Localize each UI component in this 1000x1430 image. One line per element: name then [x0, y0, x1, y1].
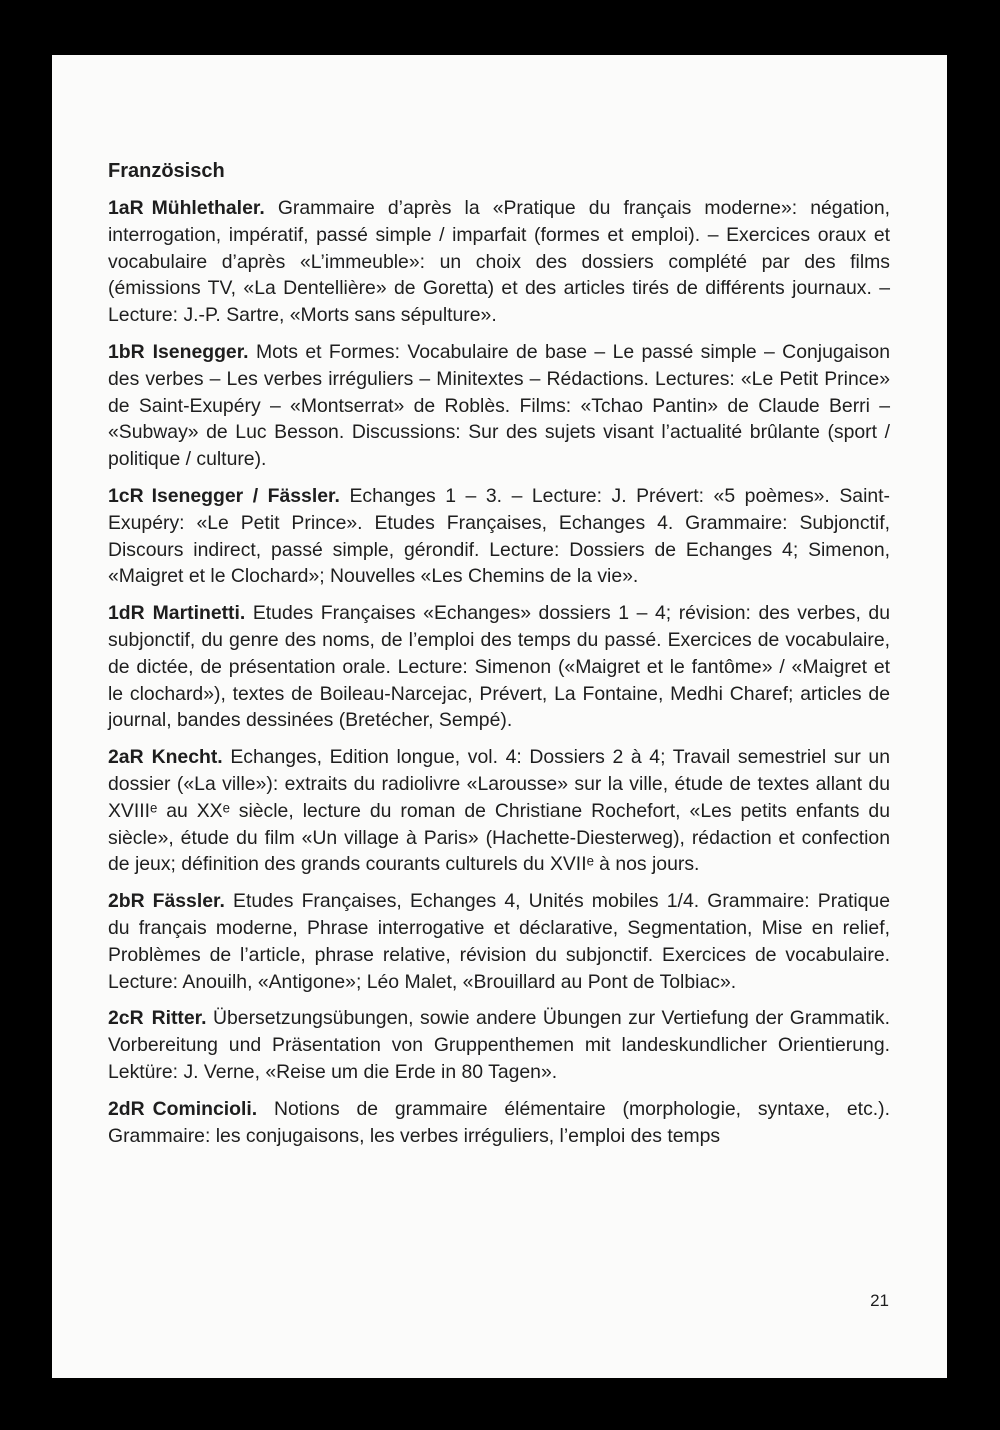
course-entry-2aR [108, 744, 890, 878]
course-description: Übersetzungsübungen, sowie andere Übungen zur Vertiefung der Grammatik. Vorbereitung und Präsentation von Gruppenthemen mit landeskundlicher Orientierung. Lektüre: J. Verne, «Reise um die Erde in 80 Tagen». [108, 1007, 890, 1083]
teacher-name: Fässler. [152, 890, 225, 913]
course-code: 1aR [108, 197, 144, 219]
course-description: Echanges, Edition longue, vol. 4: Dossiers 2 à 4; Travail semestriel sur un dossier («La ville»): extraits du radiolivre «Larousse» sur la ville, étude de textes allant du XVIIIᵉ au XXᵉ siècle, lecture du roman de Christiane Rochefort, «Les petits enfants du siècle», étude du film «Un village à Paris» (Hachette-Diesterweg), rédaction et confection de jeux; définition des grands courants culturels du XVIIᵉ à nos jours. [108, 746, 890, 876]
course-code: 2cR [108, 1007, 144, 1030]
course-entry-1bR [108, 339, 890, 473]
course-description: Notions de grammaire élémentaire (morphologie, syntaxe, etc.). Grammaire: les conjugaisons, les verbes irréguliers, l’emploi des temps [108, 1097, 890, 1147]
course-code: 2aR [108, 746, 144, 769]
course-description: Mots et Formes: Vocabulaire de base – Le passé simple – Conjugaison des verbes – Les verbes irréguliers – Minitextes – Rédactions. Lectures: «Le Petit Prince» de Saint-Exupéry – «Montserrat» de Roblès. Films: «Tchao Pantin» de Claude Berri – «Subway» de Luc Besson. Discussions: Sur des sujets visant l’actualité brûlante (sport / politique / culture). [108, 340, 890, 471]
page-content [108, 158, 890, 1159]
teacher-name: Isenegger. [152, 340, 249, 363]
course-code: 2dR [108, 1097, 145, 1120]
course-entry-2dR [108, 1096, 890, 1150]
course-description: Grammaire d’après la «Pratique du français moderne»: négation, interrogation, impératif, passé simple / imparfait (formes et emploi). – Exercices oraux et vocabulaire d’après «L’immeuble»: un choix des dossiers complété par des films (émissions TV, «La Dentellière» de Goretta) et des articles tirés de différents journaux. – Lecture: J.-P. Sartre, «Morts sans sépulture». [108, 197, 891, 327]
teacher-name: Martinetti. [152, 602, 246, 625]
course-code: 1cR [108, 484, 144, 507]
document-page [52, 55, 947, 1378]
section-heading: Französisch [108, 160, 225, 182]
course-description: Echanges 1 – 3. – Lecture: J. Prévert: «5 poèmes». Saint-Exupéry: «Le Petit Prince». Etudes Françaises, Echanges 4. Grammaire: Subjonctif, Discours indirect, passé simple, gérondif. Lecture: Dossiers de Echanges 4; Simenon, «Maigret et le Clochard»; Nouvelles «Les Chemins de la vie». [108, 484, 891, 588]
course-description: Etudes Françaises «Echanges» dossiers 1 – 4; révision: des verbes, du subjonctif, du genre des noms, de l’emploi des temps du passé. Exercices de vocabulaire, de dictée, de présentation orale. Lecture: Simenon («Maigret et le fantôme» / «Maigret et le clochard»), textes de Boileau-Narcejac, Prévert, La Fontaine, Medhi Charef; articles de journal, bandes dessinées (Bretécher, Sempé). [108, 602, 890, 732]
course-code: 2bR [108, 890, 145, 913]
course-entry-1aR [108, 195, 890, 329]
course-entry-2bR [108, 888, 890, 995]
course-entry-2cR [108, 1005, 890, 1085]
page-number: 21 [870, 1291, 889, 1310]
course-code: 1dR [108, 602, 145, 625]
course-description: Etudes Françaises, Echanges 4, Unités mobiles 1/4. Grammaire: Pratique du français moderne, Phrase interrogative et déclarative, Segmentation, Mise en relief, Problèmes de l’article, phrase relative, révision du subjonctif. Exercices de vocabulaire. Lecture: Anouilh, «Antigone»; Léo Malet, «Brouillard au Pont de Tolbiac». [108, 890, 890, 993]
teacher-name: Mühlethaler. [151, 197, 265, 219]
teacher-name: Knecht. [151, 746, 223, 769]
teacher-name: Ritter. [151, 1007, 207, 1030]
course-entry-1cR [108, 483, 890, 590]
teacher-name: Comincioli. [152, 1097, 258, 1120]
course-code: 1bR [108, 340, 145, 363]
course-entry-1dR [108, 600, 890, 734]
teacher-name: Isenegger / Fässler. [151, 484, 340, 507]
